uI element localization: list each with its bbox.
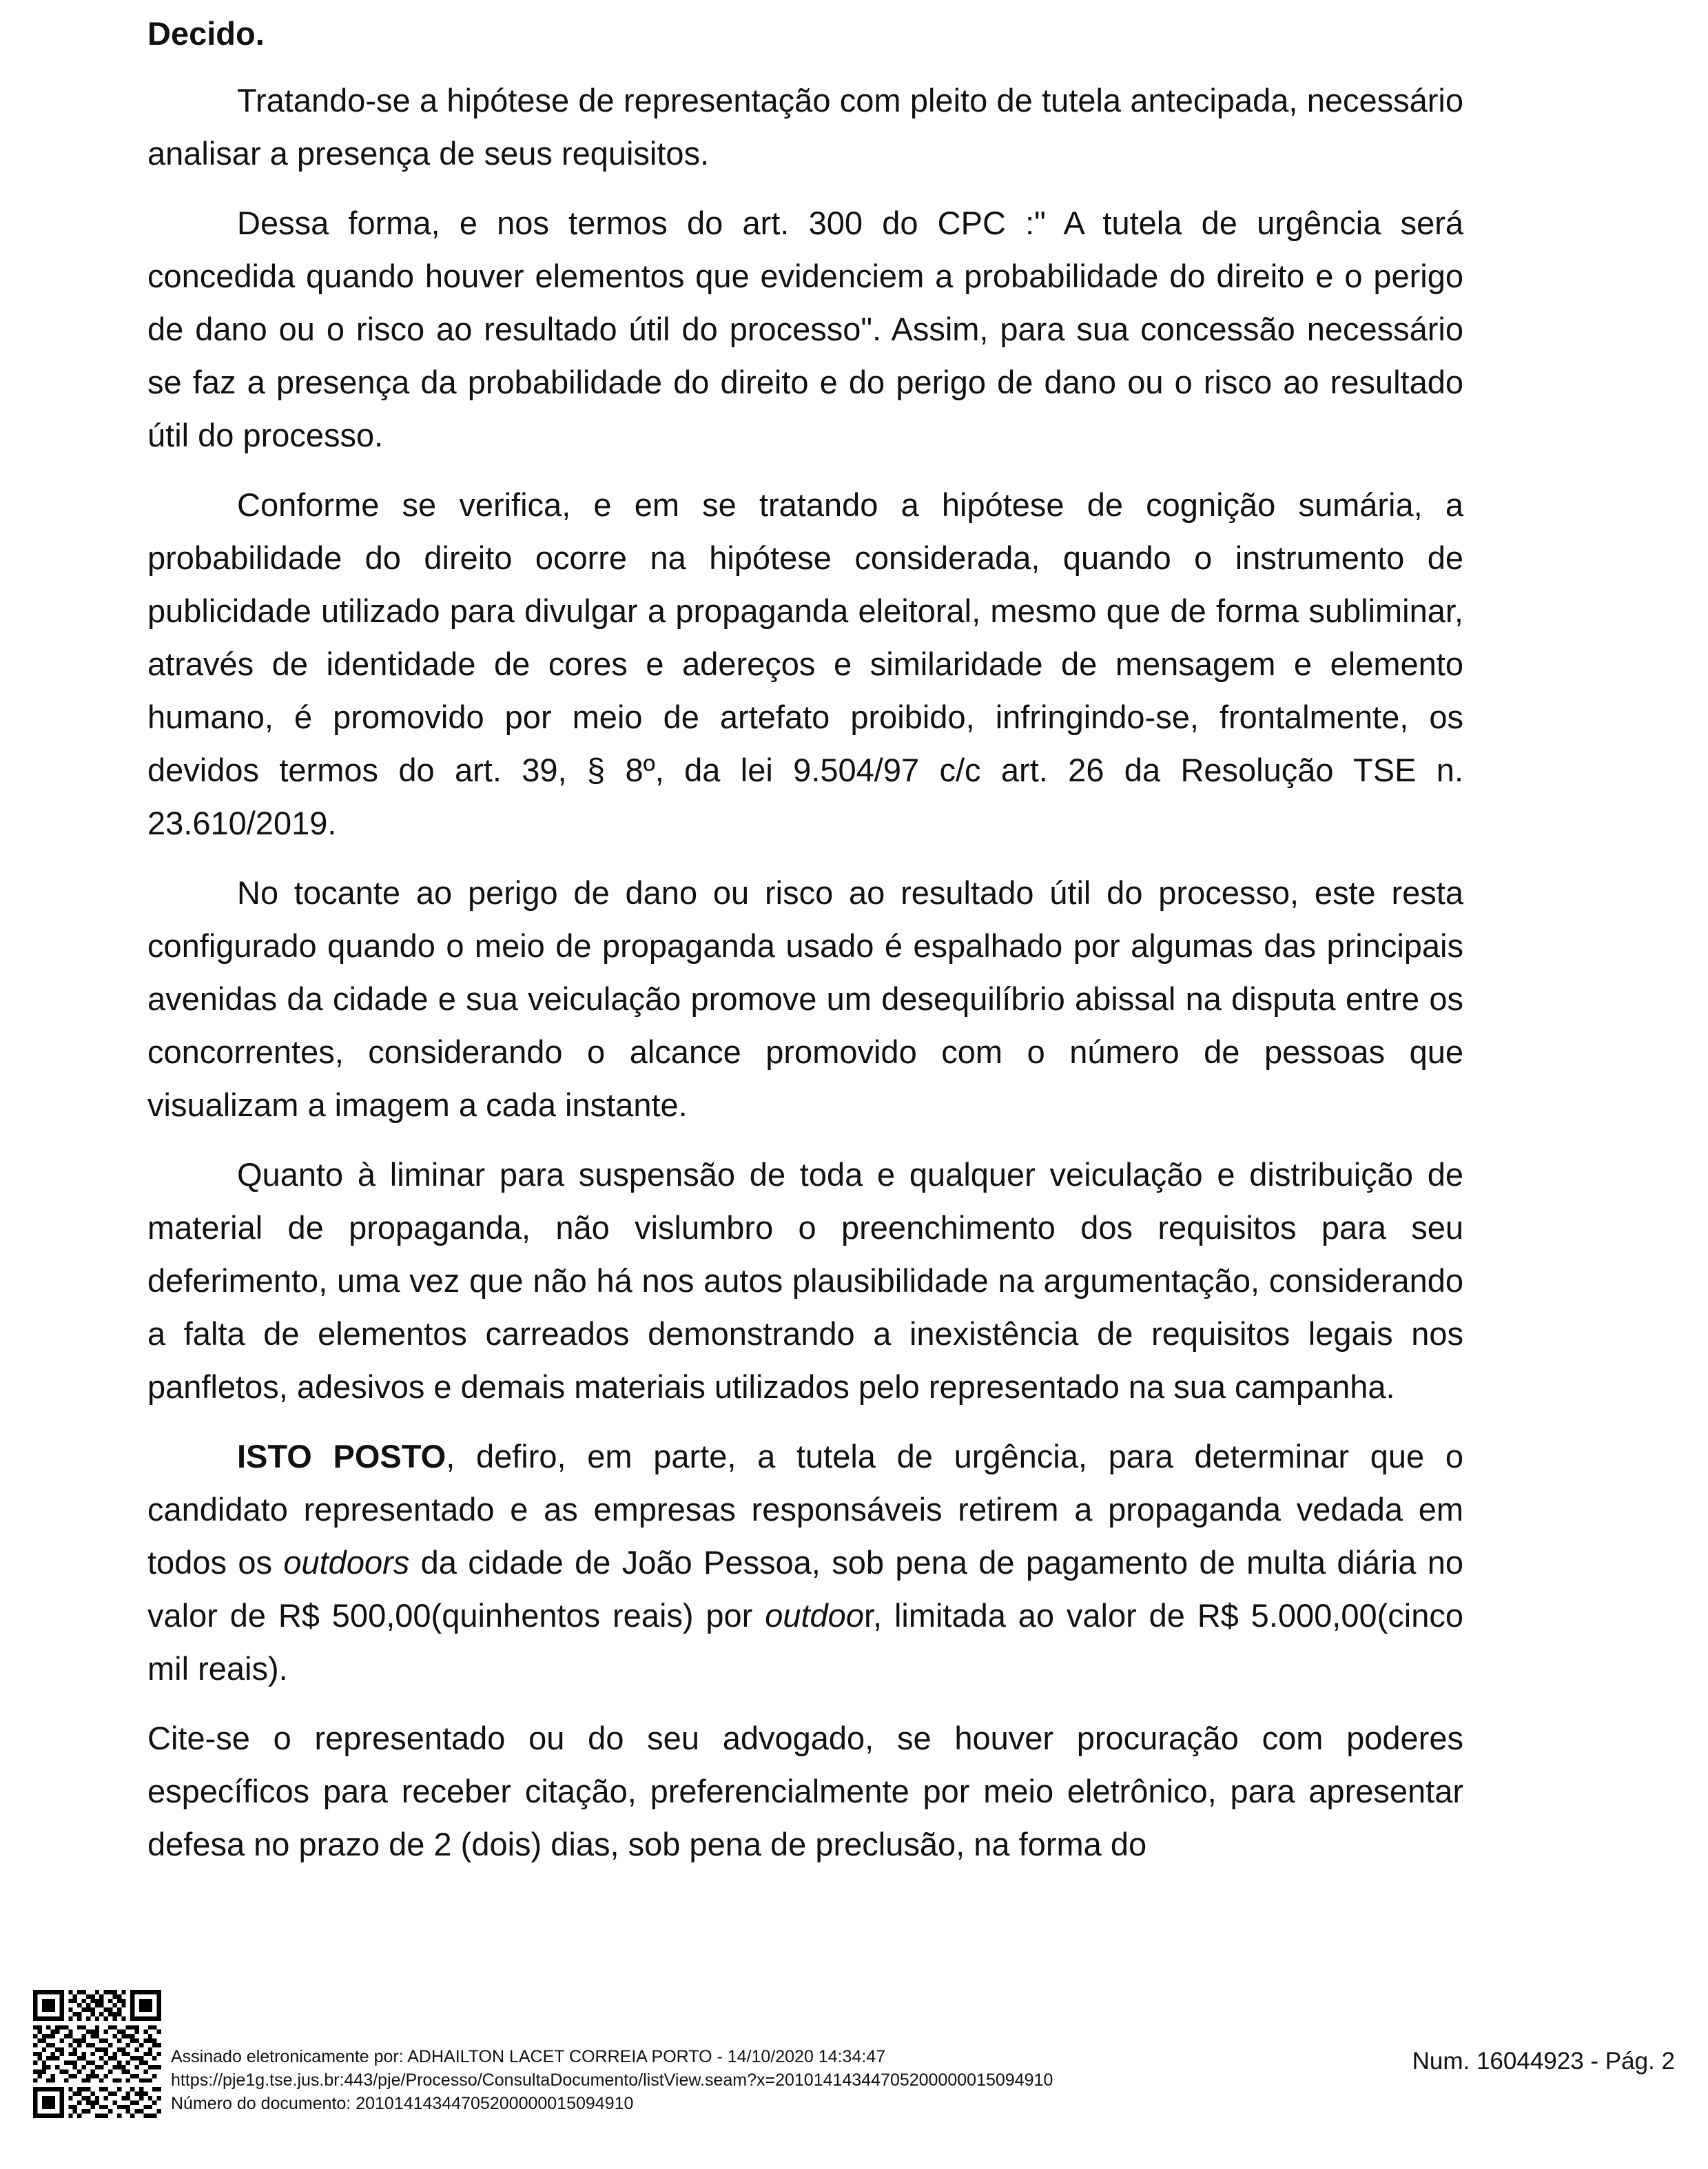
paragraph-6 xyxy=(147,1430,1463,1695)
paragraph-5: Quanto à liminar para suspensão de toda e qualquer veiculação e distribuição de material de propaganda, não vislumbro o preenchimento dos requisitos para seu deferimento, uma vez que não há nos autos plausibilidade na argumentação, considerando a falta de elementos carreados demonstrando a inexistência de requisitos legais nos panfletos, adesivos e demais materiais utilizados pelo representado na sua campanha. xyxy=(147,1156,1463,1405)
signature-footer xyxy=(0,1984,1708,2169)
paragraph-7: Cite-se o representado ou do seu advogado, se houver procuração com poderes específicos para receber citação, preferencialmente por meio eletrônico, para apresentar defesa no prazo de 2 (dois) dias, sob pena de preclusão, na forma do xyxy=(147,1720,1463,1862)
paragraph-4: No tocante ao perigo de dano ou risco ao resultado útil do processo, este resta configurado quando o meio de propaganda usado é espalhado por algumas das principais avenidas da cidade e sua veiculação promove um desequilíbrio abissal na disputa entre os concorrentes, considerando o alcance promovido com o número de pessoas que visualizam a imagem a cada instante. xyxy=(147,874,1463,1123)
paragraph-2: Dessa forma, e nos termos do art. 300 do CPC :" A tutela de urgência será concedida quando houver elementos que evidenciem a probabilidade do direito e o perigo de dano ou o risco ao resultado útil do processo". Assim, para sua concessão necessário se faz a presença da probabilidade do direito e do perigo de dano ou o risco ao resultado útil do processo. xyxy=(147,205,1463,453)
qr-code-icon xyxy=(33,1990,161,2118)
page-number: Num. 16044923 - Pág. 2 xyxy=(1412,2048,1675,2075)
section-heading: Decido. xyxy=(147,15,265,52)
paragraph-1: Tratando-se a hipótese de representação com pleito de tutela antecipada, necessário analisar a presença de seus requisitos. xyxy=(147,82,1463,172)
signature-block xyxy=(171,2045,1053,2115)
document-url[interactable]: https://pje1g.tse.jus.br:443/pje/Processo/ConsultaDocumento/listView.seam?x=20101414344705200000015094910 xyxy=(171,2070,1053,2090)
isto-posto-lead: ISTO POSTO xyxy=(237,1438,446,1474)
document-body xyxy=(147,7,1463,1887)
document-number: Número do documento: 20101414344705200000015094910 xyxy=(171,2094,634,2113)
paragraph-3: Conforme se verifica, e em se tratando a hipótese de cognição sumária, a probabilidade do direito ocorre na hipótese considerada, quando o instrumento de publicidade utilizado para divulgar a propaganda eleitoral, mesmo que de forma subliminar, através de identidade de cores e adereços e similaridade de mensagem e elemento humano, é promovido por meio de artefato proibido, infringindo-se, frontalmente, os devidos termos do art. 39, § 8º, da lei 9.504/97 c/c art. 26 da Resolução TSE n. 23.610/2019. xyxy=(147,486,1463,841)
paragraph-6-part-2: da cidade de João Pessoa, sob pena de pagamento de multa diária no valor de R$ 500,00(quinhentos reais) por xyxy=(147,1544,1463,1634)
italic-outdoor: outdoo xyxy=(765,1597,864,1634)
paragraph-6-part-3: r, limitada ao valor de R$ 5.000,00(cinco mil reais). xyxy=(147,1597,1463,1687)
italic-outdoors: outdoors xyxy=(283,1544,410,1581)
paragraph-6-part-1: , defiro, em parte, a tutela de urgência, para determinar que o candidato representado e as empresas responsáveis retirem a propaganda vedada em todos os xyxy=(147,1438,1463,1581)
signed-by-line: Assinado eletronicamente por: ADHAILTON LACET CORREIA PORTO - 14/10/2020 14:34:47 xyxy=(171,2047,886,2066)
